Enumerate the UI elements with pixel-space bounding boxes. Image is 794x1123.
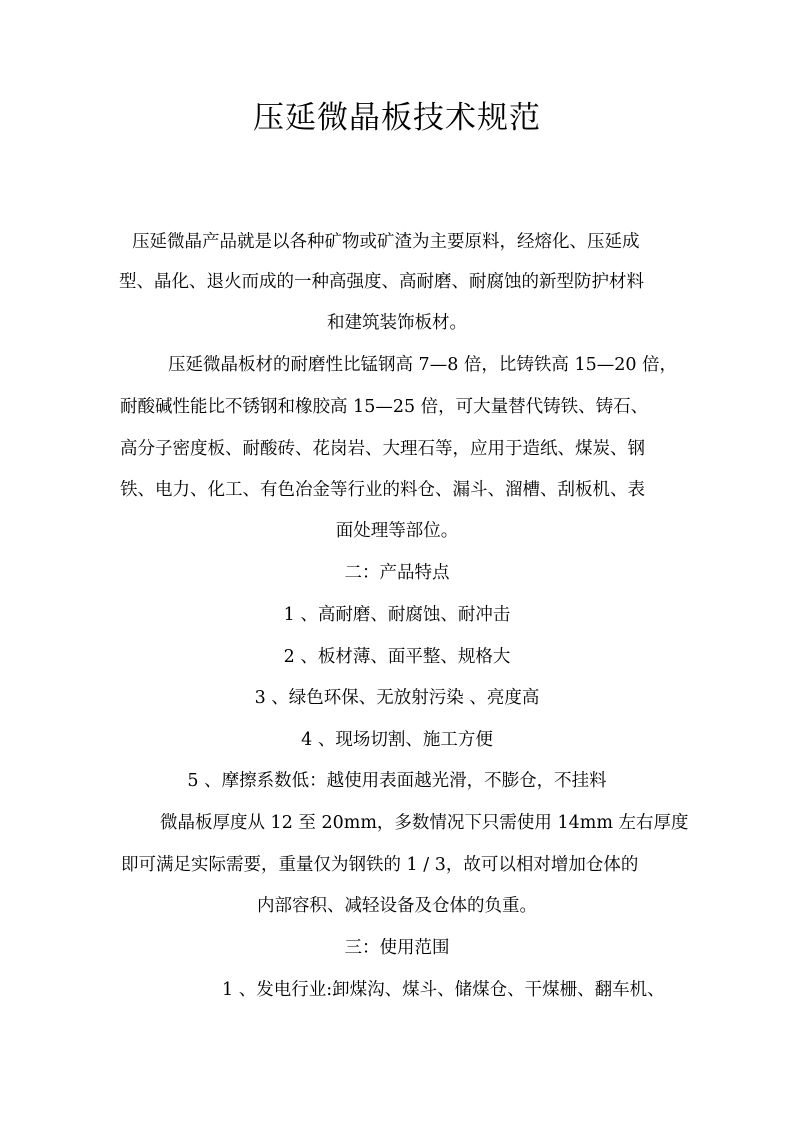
usage-heading: 三：使用范围 [344, 938, 450, 958]
features-heading: 二：产品特点 [344, 563, 450, 583]
feature-item-5: 5 、摩擦系数低：越使用表面越光滑，不膨仓，不挂料 [187, 771, 607, 791]
feature-item-1: 1 、高耐磨、耐腐蚀、耐冲击 [283, 605, 511, 625]
feature-item-2: 2 、板材薄、面平整、规格大 [283, 647, 511, 667]
performance-line-1: 压延微晶板材的耐磨性比锰钢高 7—8 倍，比铸铁高 15—20 倍， [168, 355, 678, 375]
feature-item-4: 4 、现场切割、施工方便 [301, 730, 493, 750]
performance-line-3: 高分子密度板、耐酸砖、花岗岩、大理石等，应用于造纸、煤炭、钢 [120, 439, 645, 459]
thickness-line-2: 即可满足实际需要，重量仅为钢铁的 1 / 3，故可以相对增加仓体的 [121, 855, 639, 875]
document-title: 压延微晶板技术规范 [253, 100, 541, 136]
performance-line-2: 耐酸碱性能比不锈钢和橡胶高 15—25 倍，可大量替代铸铁、铸石、 [120, 397, 649, 417]
intro-line-1: 压延微晶产品就是以各种矿物或矿渣为主要原料，经熔化、压延成 [132, 232, 640, 252]
thickness-line-1: 微晶板厚度从 12 至 20mm，多数情况下只需使用 14mm 左右厚度 [160, 813, 689, 833]
performance-line-5: 面处理等部位。 [335, 521, 459, 541]
performance-line-4: 铁、电力、化工、有色冶金等行业的料仓、漏斗、溜槽、刮板机、表 [120, 480, 645, 500]
usage-item-1: 1 、发电行业:卸煤沟、煤斗、储煤仓、干煤栅、翻车机、 [222, 980, 665, 1000]
feature-item-3: 3 、绿色环保、无放射污染 、亮度高 [254, 688, 540, 708]
intro-line-2: 型、晶化、退火而成的一种高强度、高耐磨、耐腐蚀的新型防护材料 [119, 272, 644, 292]
intro-line-3: 和建筑装饰板材。 [327, 313, 467, 333]
thickness-line-3: 内部容积、减轻设备及仓体的负重。 [257, 896, 537, 916]
